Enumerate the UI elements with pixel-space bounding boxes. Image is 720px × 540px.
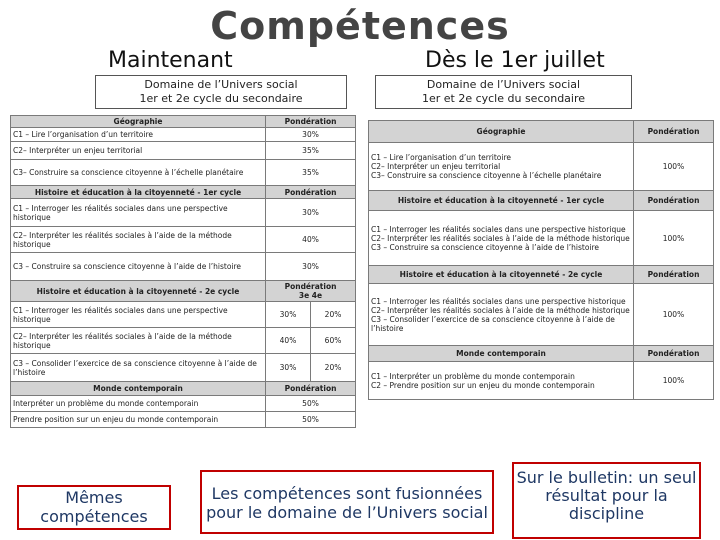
table-row-label: C1 – Lire l’organisation d’un territoire C2– Interpréter un enjeu territorial C3– Construire sa conscience citoyenne à l’échelle planétaire — [369, 143, 634, 191]
same-competencies-callout: Mêmes compétences — [17, 485, 171, 530]
ponderation-header: Pondération — [634, 191, 714, 211]
ponderation-header: Pondération — [634, 266, 714, 284]
ponderation-header: Pondération — [266, 186, 356, 199]
page-title: Compétences — [210, 4, 510, 48]
new-competencies-table — [368, 120, 714, 400]
heading-now: Maintenant — [108, 48, 233, 73]
table-row-label: Prendre position sur un enjeu du monde contemporain — [11, 412, 266, 428]
table-row-label: C2– Interpréter un enjeu territorial — [11, 142, 266, 160]
table-row-value-4e: 20% — [311, 302, 356, 328]
ponderation-header: Pondération — [266, 116, 356, 128]
table-row-label: C1 – Interroger les réalités sociales dans une perspective historique — [11, 199, 266, 227]
table-row-value: 40% — [266, 227, 356, 253]
geo-header: Géographie — [11, 116, 266, 128]
table-row-value: 35% — [266, 160, 356, 186]
table-row-value-4e: 20% — [311, 354, 356, 382]
table-row-label: C3 – Construire sa conscience citoyenne à l’aide de l’histoire — [11, 253, 266, 281]
table-row-value: 100% — [634, 284, 714, 346]
table-row-label: C1 – Interroger les réalités sociales dans une perspective historique C2– Interpréter les réalités sociales à l’aide de la méthode historique C3 – Construire sa conscience citoyenne à l’aide de l’histoire — [369, 211, 634, 266]
table-row-label: C3– Construire sa conscience citoyenne à l’échelle planétaire — [11, 160, 266, 186]
merged-competencies-callout — [200, 470, 494, 534]
table-row-value-3e: 30% — [266, 302, 311, 328]
table-row-value: 50% — [266, 412, 356, 428]
hist1-header: Histoire et éducation à la citoyenneté - 1er cycle — [11, 186, 266, 199]
table-row-label: C3 – Consolider l’exercice de sa conscience citoyenne à l’aide de l’histoire — [11, 354, 266, 382]
hist2-header: Histoire et éducation à la citoyenneté - 2e cycle — [369, 266, 634, 284]
table-row-label: Interpréter un problème du monde contemporain — [11, 396, 266, 412]
hist1-header: Histoire et éducation à la citoyenneté - 1er cycle — [369, 191, 634, 211]
table-row-label: C1 – Interroger les réalités sociales dans une perspective historique C2– Interpréter les réalités sociales à l’aide de la méthode historique C3 – Consolider l’exercice de sa conscience citoyenne à l’aide de l’histoire — [369, 284, 634, 346]
table-row-value: 100% — [634, 143, 714, 191]
table-row-value-3e: 40% — [266, 328, 311, 354]
table-row-label: C1 – Lire l’organisation d’un territoire — [11, 128, 266, 142]
table-row-label: C2– Interpréter les réalités sociales à l’aide de la méthode historique — [11, 227, 266, 253]
ponderation-header: Pondération — [634, 346, 714, 362]
left-domain-box: Domaine de l’Univers social 1er et 2e cycle du secondaire — [95, 75, 347, 109]
right-domain-box: Domaine de l’Univers social 1er et 2e cycle du secondaire — [375, 75, 632, 109]
heading-july: Dès le 1er juillet — [425, 48, 605, 73]
table-row-value: 50% — [266, 396, 356, 412]
table-row-value-4e: 60% — [311, 328, 356, 354]
table-row-value: 30% — [266, 199, 356, 227]
table-row-label: C2– Interpréter les réalités sociales à l’aide de la méthode historique — [11, 328, 266, 354]
current-competencies-table — [10, 115, 356, 428]
table-row-value: 100% — [634, 362, 714, 400]
table-row-label: C1 – Interroger les réalités sociales dans une perspective historique — [11, 302, 266, 328]
table-row-value: 30% — [266, 128, 356, 142]
geo-header: Géographie — [369, 121, 634, 143]
report-card-callout: Sur le bulletin: un seul résultat pour la discipline — [512, 462, 701, 539]
table-row-label: C1 – Interpréter un problème du monde contemporain C2 – Prendre position sur un enjeu du monde contemporain — [369, 362, 634, 400]
table-row-value: 35% — [266, 142, 356, 160]
table-row-value: 100% — [634, 211, 714, 266]
ponderation-header: Pondération — [266, 382, 356, 396]
merged-callout-text: Les compétences sont fusionnées pour le domaine de l’Univers social — [206, 484, 488, 522]
monde-header: Monde contemporain — [11, 382, 266, 396]
ponderation-header: Pondération 3e 4e — [266, 281, 356, 302]
table-row-value: 30% — [266, 253, 356, 281]
monde-header: Monde contemporain — [369, 346, 634, 362]
table-row-value-3e: 30% — [266, 354, 311, 382]
ponderation-header: Pondération — [634, 121, 714, 143]
hist2-header: Histoire et éducation à la citoyenneté - 2e cycle — [11, 281, 266, 302]
